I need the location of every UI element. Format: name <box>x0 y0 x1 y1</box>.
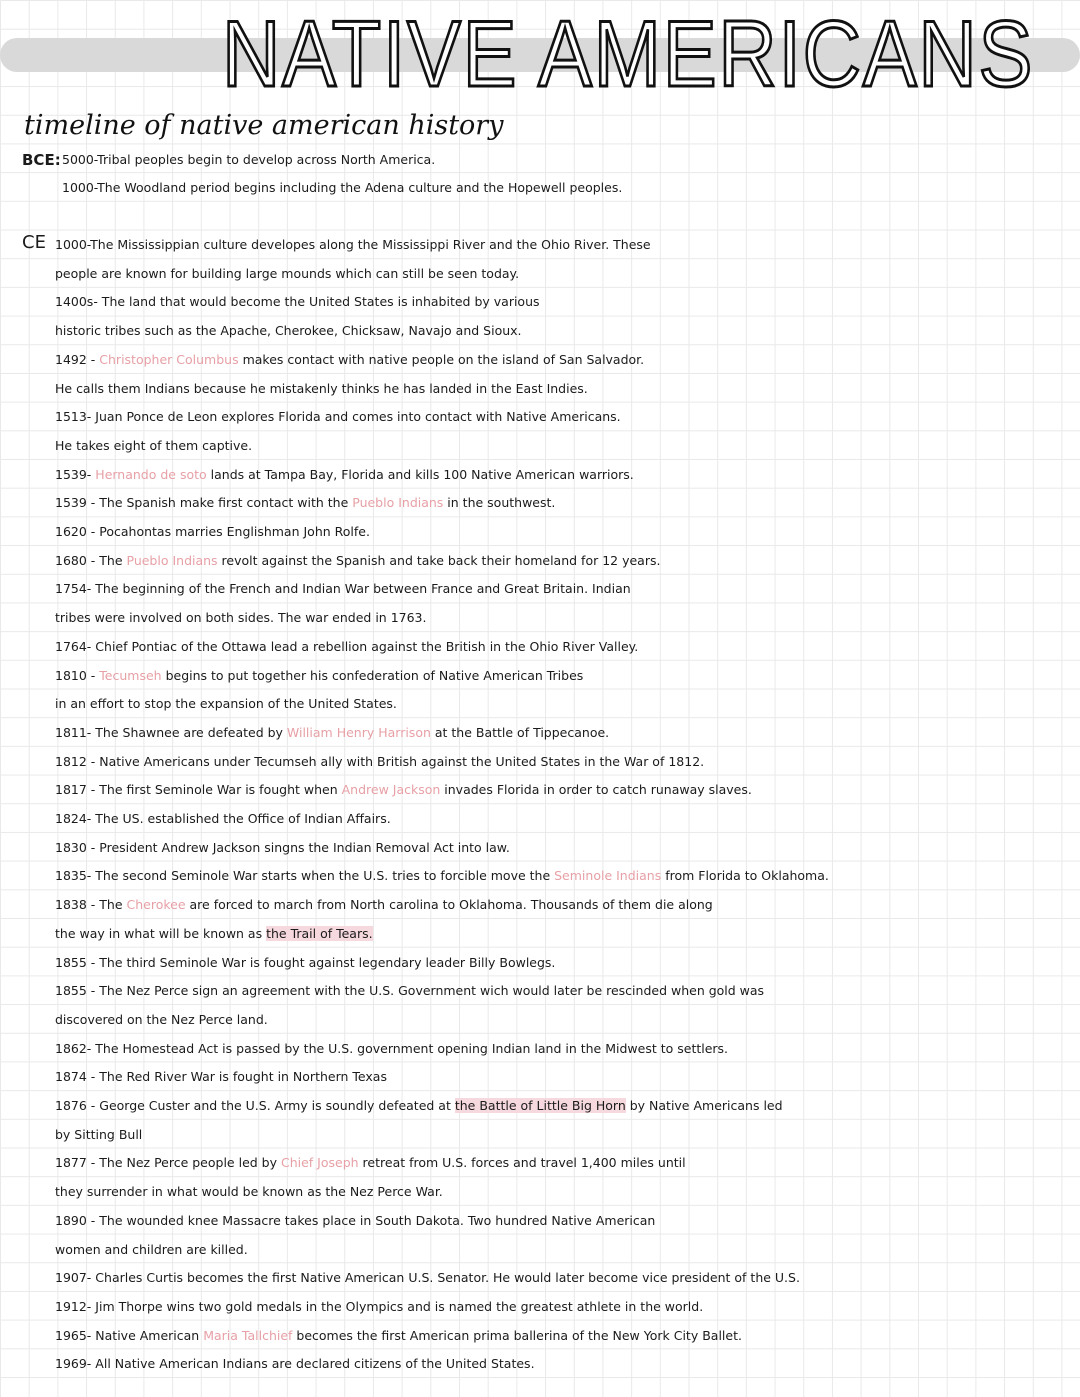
ce-entry-line <box>55 551 660 571</box>
line-text: 1400s- The land that would become the United States is inhabited by various <box>55 294 540 310</box>
ce-entry-line <box>55 465 634 485</box>
line-text: 1835- The second Seminole War starts when the U.S. tries to forcible move the <box>55 868 555 884</box>
ce-entry-line <box>55 1182 443 1202</box>
ce-entry-line <box>55 809 391 829</box>
line-text: 1000-The Woodland period begins including the Adena culture and the Hopewell peoples. <box>62 180 623 195</box>
line-text: 1764- Chief Pontiac of the Ottawa lead a rebellion against the British in the Ohio River Valley. <box>55 638 639 654</box>
ce-entry-line <box>55 895 713 915</box>
line-text: historic tribes such as the Apache, Cherokee, Chicksaw, Navajo and Sioux. <box>55 323 522 339</box>
ce-entry-line <box>55 407 621 427</box>
ce-entry-line <box>55 953 555 973</box>
line-text: 1912- Jim Thorpe wins two gold medals in the Olympics and is named the greatest athlete in the world. <box>55 1298 704 1314</box>
ce-entry-line <box>55 1297 703 1317</box>
ce-entry-line <box>55 522 370 542</box>
highlighted-name: Christopher Columbus <box>99 351 239 367</box>
line-text: 1539- <box>55 466 96 482</box>
line-text: 1680 - The <box>55 552 127 568</box>
line-text: invades Florida in order to catch runaway slaves. <box>440 782 752 798</box>
ce-entry-line <box>55 838 510 858</box>
ce-entry-line <box>55 1354 535 1374</box>
line-text: He calls them Indians because he mistakenly thinks he has landed in the East Indies. <box>55 380 588 396</box>
line-text: revolt against the Spanish and take back their homeland for 12 years. <box>217 552 661 568</box>
highlighted-name: Tecumseh <box>99 667 162 683</box>
line-text: in an effort to stop the expansion of the United States. <box>55 696 397 712</box>
line-text: begins to put together his confederation of Native American Tribes <box>161 667 584 683</box>
line-text: 1000-The Mississippian culture developes along the Mississippi River and the Ohio River. These <box>55 237 651 252</box>
ce-entry-line <box>55 264 519 284</box>
ce-entry-line <box>55 752 704 772</box>
highlighted-phrase: the Battle of Little Big Horn <box>454 1098 626 1113</box>
line-text: women and children are killed. <box>55 1241 248 1257</box>
ce-entry-line <box>55 924 373 944</box>
line-text: people are known for building large mounds which can still be seen today. <box>55 265 520 281</box>
line-text: 1877 - The Nez Perce people led by <box>55 1155 281 1171</box>
highlighted-name: Cherokee <box>126 897 186 913</box>
ce-entry-line <box>55 1096 783 1116</box>
line-text: at the Battle of Tippecanoe. <box>430 724 610 740</box>
line-text: 1907- Charles Curtis becomes the first Native American U.S. Senator. He would later become vice president of the U.S. <box>55 1270 800 1286</box>
ce-entry-line <box>55 1067 387 1087</box>
line-text: 1890 - The wounded knee Massacre takes place in South Dakota. Two hundred Native American <box>55 1212 656 1228</box>
line-text: 1754- The beginning of the French and Indian War between France and Great Britain. Indian <box>55 581 631 597</box>
line-text: 1810 - <box>55 667 100 683</box>
ce-entry-line <box>55 723 609 743</box>
line-text: 1492 - <box>55 351 100 367</box>
ce-entry-line <box>55 1010 268 1030</box>
page-subtitle: timeline of native american history <box>24 110 504 141</box>
ce-entry-line <box>55 1153 686 1173</box>
line-text: by Sitting Bull <box>55 1126 143 1142</box>
line-text: lands at Tampa Bay, Florida and kills 100 Native American warriors. <box>206 466 634 482</box>
ce-entry-line <box>55 379 588 399</box>
highlighted-name: Seminole Indians <box>554 868 662 884</box>
ce-entry-line <box>55 666 583 686</box>
line-text: becomes the first American prima ballerina of the New York City Ballet. <box>292 1327 742 1343</box>
era-label-bce: BCE: <box>22 151 61 169</box>
line-text: 1838 - The <box>55 897 127 913</box>
highlighted-name: Pueblo Indians <box>126 552 218 568</box>
bce-entry-line <box>62 178 622 198</box>
ce-entry-line <box>55 350 644 370</box>
line-text: tribes were involved on both sides. The war ended in 1763. <box>55 610 427 626</box>
highlighted-name: Hernando de soto <box>95 466 207 482</box>
ce-entry-line <box>55 1240 248 1260</box>
ce-entry-line <box>55 493 555 513</box>
line-text: 1817 - The first Seminole War is fought when <box>55 782 342 798</box>
line-text: by Native Americans led <box>625 1098 783 1113</box>
line-text: are forced to march from North carolina to Oklahoma. Thousands of them die along <box>185 897 713 913</box>
line-text: from Florida to Oklahoma. <box>661 868 829 884</box>
ce-entry-line <box>55 637 638 657</box>
line-text: 5000-Tribal peoples begin to develop across North America. <box>62 152 436 167</box>
line-text: 1620 - Pocahontas marries Englishman John Rolfe. <box>55 524 370 539</box>
highlighted-name: Pueblo Indians <box>352 495 444 511</box>
ce-entry-line <box>55 436 252 456</box>
ce-entry-line <box>55 780 752 800</box>
ce-entry-line <box>55 1039 728 1059</box>
highlighted-name: Andrew Jackson <box>341 782 441 798</box>
ce-entry-line <box>55 1326 742 1346</box>
line-text: 1812 - Native Americans under Tecumseh ally with British against the United States in the War of 1812. <box>55 753 705 769</box>
ce-entry-line <box>55 321 522 341</box>
era-label-ce: CE <box>22 232 46 253</box>
ce-entry-line <box>55 608 426 628</box>
highlighted-phrase: the Trail of Tears. <box>266 925 373 941</box>
line-text: the way in what will be known as <box>55 925 267 941</box>
line-text: they surrender in what would be known as the Nez Perce War. <box>55 1184 443 1200</box>
line-text: 1855 - The Nez Perce sign an agreement with the U.S. Government wich would later be rescinded when gold was <box>55 983 765 999</box>
bce-entry-line <box>62 150 435 170</box>
line-text: makes contact with native people on the island of San Salvador. <box>238 351 645 367</box>
line-text: He takes eight of them captive. <box>55 437 253 453</box>
highlighted-name: Chief Joseph <box>280 1155 359 1171</box>
ce-entry-line <box>55 1125 142 1145</box>
ce-entry-line <box>55 981 764 1001</box>
line-text: in the southwest. <box>443 495 556 511</box>
line-text: 1862- The Homestead Act is passed by the U.S. government opening Indian land in the Midwest to settlers. <box>55 1040 729 1056</box>
line-text: 1811- The Shawnee are defeated by <box>55 724 287 740</box>
ce-entry-line <box>55 292 540 312</box>
line-text: 1874 - The Red River War is fought in Northern Texas <box>55 1069 387 1085</box>
line-text: 1965- Native American <box>55 1327 204 1343</box>
page-title: NATIVE AMERICANS <box>222 1 1035 106</box>
line-text: 1969- All Native American Indians are declared citizens of the United States. <box>55 1356 535 1372</box>
ce-entry-line <box>55 235 651 255</box>
ce-entry-line <box>55 694 397 714</box>
line-text: 1824- The US. established the Office of Indian Affairs. <box>55 811 391 826</box>
highlighted-name: William Henry Harrison <box>286 724 431 740</box>
line-text: 1513- Juan Ponce de Leon explores Florida and comes into contact with Native Americans. <box>55 409 621 425</box>
ce-entry-line <box>55 1211 655 1231</box>
ce-entry-line <box>55 579 631 599</box>
highlighted-name: Maria Tallchief <box>203 1327 293 1343</box>
ce-entry-line <box>55 1268 800 1288</box>
line-text: 1855 - The third Seminole War is fought against legendary leader Billy Bowlegs. <box>55 954 556 970</box>
line-text: 1876 - George Custer and the U.S. Army is soundly defeated at <box>55 1098 455 1113</box>
line-text: discovered on the Nez Perce land. <box>55 1011 268 1027</box>
line-text: retreat from U.S. forces and travel 1,400 miles until <box>358 1155 686 1171</box>
line-text: 1539 - The Spanish make first contact with the <box>55 495 353 511</box>
line-text: 1830 - President Andrew Jackson singns the Indian Removal Act into law. <box>55 839 510 855</box>
ce-entry-line <box>55 866 829 886</box>
